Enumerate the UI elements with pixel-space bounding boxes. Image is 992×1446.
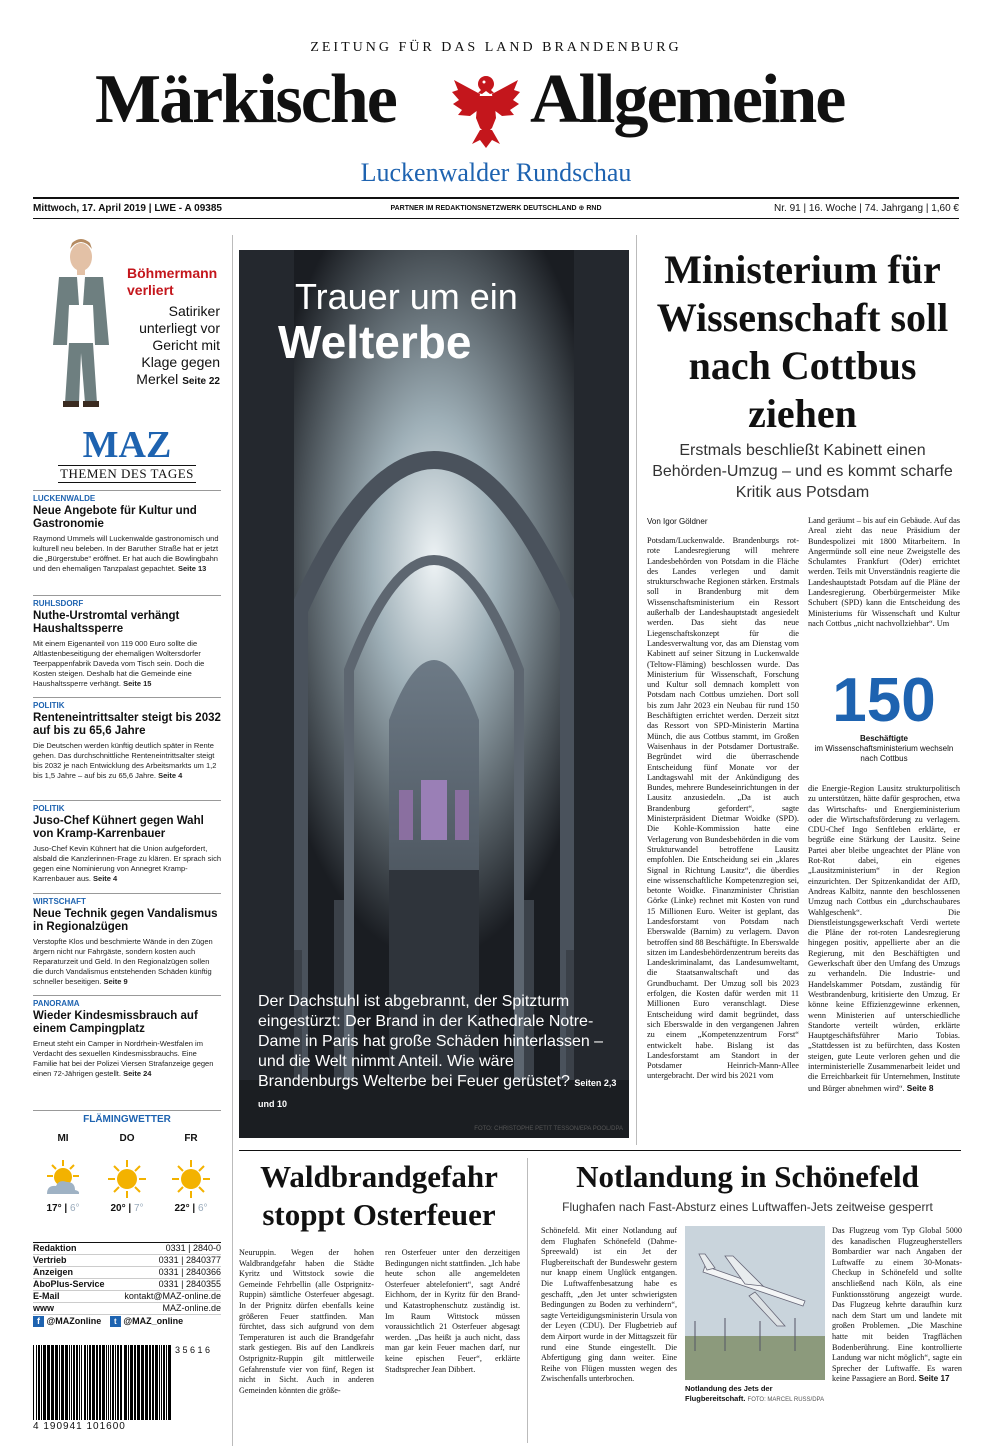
topic-text: Erneut steht ein Camper in Nordrhein-Westfalen im Verdacht des sexuellen Kindesmissbrauchs. Eine Familie hat bei der Polizei Viersen Strafanzeige gegen einen 72-Jährigen gestellt. Seite 24 <box>33 1039 214 1078</box>
topic-headline[interactable]: Wieder Kindesmissbrauch auf einem Campingplatz <box>33 1010 198 1035</box>
barcode <box>33 1345 221 1435</box>
notlandung-col1: Schönefeld. Mit einer Notlandung auf dem Flughafen Schönefeld (Dahme-Spreewald) ist ein Jet der Flugbereitschaft der Bundeswehr gestern nur knapp einem Unglück entgangen. Die Luftwaffenbesatzung habe es geschafft, „den Jet unter schwierigsten Bedingungen zu Boden zu verhindern“, sagte Verteidigungsministerin Ursula von der Leyen (CDU). Der Flugbetrieb auf dem Airport wurde in der Mittagszeit für rund eine Stunde eingestellt. Die Abfertigung ging dann weiter. Eine Reihe von Flügen mussten wegen des Zwischenfalls unterbrochen. <box>541 1226 677 1384</box>
topic-page[interactable]: Seite 4 <box>93 874 118 883</box>
brandenburg-eagle-icon <box>450 70 522 150</box>
boehmermann-photo <box>33 235 121 410</box>
photo-title-line2: Welterbe <box>278 316 472 368</box>
topic-section: LUCKENWALDE <box>33 494 96 503</box>
topic-headline[interactable]: Renteneintrittsalter steigt bis 2032 auf bis zu 65,6 Jahre <box>33 712 221 737</box>
topic-page[interactable]: Seite 15 <box>123 679 152 688</box>
topic-text: Juso-Chef Kevin Kühnert hat die Union aufgefordert, alsbald die Kanzlerinnen-Frage zu klären. Er sprach sich gegen eine Nominierung von Annegret Kramp-Karrenbauer aus. Seite 4 <box>33 844 222 883</box>
notlandung-subhead: Flughafen nach Fast-Absturz eines Luftwaffen-Jets zeitweise gesperrt <box>562 1200 933 1214</box>
topic-headline[interactable]: Neue Technik gegen Vandalismus in Regionalzügen <box>33 908 218 933</box>
teaser-page[interactable]: Seite 22 <box>182 376 220 387</box>
notlandung-headline[interactable]: Notlandung in Schönefeld <box>576 1159 919 1194</box>
weather-temp: 17° | 6° <box>46 1203 80 1214</box>
stat-number: 150 <box>832 666 936 735</box>
topic-item[interactable] <box>33 893 221 987</box>
wald-story-col1: Neuruppin. Wegen der hohen Waldbrandgefahr haben die Städte Kyritz und Wittstock sowie die Gemeinde Fehrbellin (alle Ostprignitz-Ruppin) sämtliche Osterfeuer abgesagt. In der Prignitz dürfen ebenfalls keine größeren Feuer stattfinden. Man fürchtet, dass sich aufgrund von dem Temperaturen ist auch die Brandgefahr stark gestiegen. Bis auf den Landkreis Ostprignitz-Ruppin gilt mittlerweile Gefahrenstufe vier von fünf, Regen ist nicht in Sicht. Auch in anderen Gemeinden könnten die größe- <box>239 1248 374 1395</box>
facebook-handle[interactable]: @MAZonline <box>46 1316 102 1326</box>
dateline-partner: PARTNER IM REDAKTIONSNETZWERK DEUTSCHLAND ⊕ RND <box>390 205 602 212</box>
maz-logo-text: MAZ <box>82 424 172 466</box>
topic-item[interactable] <box>33 800 221 884</box>
dateline <box>33 197 959 219</box>
contact-row: Anzeigen 0331 | 2840366 <box>33 1267 221 1277</box>
teaser-body: Satiriker unterliegt vor Gericht mit Klage gegen Merkel <box>136 303 220 387</box>
topic-page[interactable]: Seite 4 <box>158 771 183 780</box>
topic-text: Die Deutschen werden künftig deutlich später in Rente gehen. Das durchschnittliche Renteneintrittsalter steigt bis 2032 je nach Entwicklung des Arbeitsmarkts um 1,2 bis 1,5 Jahre – auf bis zu 65,6 Jahre. Seite 4 <box>33 741 217 780</box>
barcode-top-digits: 3 5 6 1 6 <box>175 1345 211 1355</box>
dateline-issue: Nr. 91 | 16. Woche | 74. Jahrgang | 1,60 € <box>774 203 959 214</box>
topic-text: Raymond Ummels will Luckenwalde gastronomisch und kulturell neu beleben. In der Baruther Straße hat er jetzt die „Bürgerstube“ eröffnet. Er hat auch die Bowlingbahn und den ehemaligen Tanzpalast gepachtet. Seite 13 <box>33 534 219 573</box>
topic-section: RUHLSDORF <box>33 599 84 608</box>
contact-row[interactable]: www MAZ-online.de <box>33 1303 221 1313</box>
photo-credit: FOTO: CHRISTOPHE PETIT TESSON/EPA POOL/DPA <box>474 1126 623 1132</box>
dateline-date: Mittwoch, 17. April 2019 | LWE - A 09385 <box>33 203 222 214</box>
main-headline[interactable]: Ministerium für Wissenschaft soll nach Cottbus ziehen <box>656 247 949 436</box>
maz-logo <box>33 425 221 483</box>
main-story-col3: die Energie-Region Lausitz strukturpolitisch zu unterstützen, hätte dafür gesprochen, etwa das Wirtschafts- und Energieministerium oder die Wirtschaftsförderung zu verlagern. CDU-Chef Ingo Senftleben erklärte, er begrüße eine Stärkung der Lausitz. Seine Partei aber bleibe ungeachtet der Pläne von Rot-Rot dabei, ein eigenes „Lausitzministerium“ in der Region einzurichten. Der Spitzenkandidat der AfD, Andreas Kalbitz, nannte den beschlossenen Umzug nach Cottbus ein „durchschaubares Wahlgeschenk“. Die Dienstleistungsgewerkschaft Verdi wertete die Pläne der rot-roten Landesregierung hingegen positiv, appellierte aber an die Regierung, mit den Beschäftigten und Gewerkschaft über den Umfang des Umzugs zu verhandeln. Die Industrie- und Handelskammer Potsdam, zuständig für Westbrandenburg, kritisierte den Umzug. Er könne keine Effizienzgewinne erkennen, wenn Ministerien auf unterschiedliche Standorte verteilt würden, erklärte Hauptgeschäftsführer Mario Tobias. „Stattdessen ist zu befürchten, dass Kosten steigen, gute Leute verloren gehen und die interministerielle Zusammenarbeit leidet und die Erreichbarkeit für Unternehmen, Institute und Bürger abnehmen wird“. Seite 8 <box>808 784 960 1093</box>
contact-row: Redaktion 0331 | 2840-0 <box>33 1243 221 1253</box>
twitter-icon: t <box>110 1316 121 1327</box>
wald-headline[interactable]: Waldbrandgefahr stoppt Osterfeuer <box>260 1159 498 1232</box>
topic-item[interactable] <box>33 490 221 574</box>
contact-row: Vertrieb 0331 | 2840377 <box>33 1255 221 1265</box>
notlandung-page[interactable]: Seite 17 <box>918 1374 950 1384</box>
main-byline: Von Igor Göldner <box>647 517 708 526</box>
weather-title: FLÄMINGWETTER <box>83 1114 171 1125</box>
contact-row[interactable]: E-Mail kontakt@MAZ-online.de <box>33 1291 221 1301</box>
jet-landing-photo <box>685 1226 825 1380</box>
teaser-text <box>120 303 220 390</box>
weather-day: MI <box>57 1133 69 1144</box>
topic-headline[interactable]: Neue Angebote für Kultur und Gastronomie <box>33 505 197 530</box>
stat-box <box>808 668 960 764</box>
main-story-col1: Potsdam/Luckenwalde. Brandenburgs rot-rote Landesregierung will mehrere Landesbehörden von Potsdam in die Fläche des Landes verlegen und damit strukturschwache Regionen stärken. Erstmals soll in Brandenburg mit dem Wissenschaftsministerium ein Ressort außerhalb der Landeshauptstadt angesiedelt werden. Das sieht das neue Liegenschaftskonzept für die Landesverwaltung vor, das am Dienstag vom Kabinett auf seiner Sitzung in Luckenwalde (Teltow-Fläming) beschlossen wurde. Das Ministerium für Wissenschaft, Forschung und Kultur soll demnach komplett von Potsdam nach Cottbus umziehen. Dort soll bis zum Jahr 2023 ein Neubau für rund 150 Beschäftigten errichtet werden. Derzeit sitzt das Ressort von SPD-Ministerin Martina Münch, die aus Cottbus stammt, im Großen Waisenhaus in der Potsdamer Dortustraße. Begründet wird die überraschende Entscheidung fünf Monate vor der Landtagswahl mit der Ankündigung des Bundes, mehrere Bundeseinrichtungen in der Lausitz anzusiedeln. „Da ist auch Brandenburg gefordert“, sagte Ministerpräsident Dietmar Woidke (SPD). Die Kohle-Kommission hatte eine Verlagerung von Bundesbehörden in die vom Strukturwandel betroffene Lausitz empfohlen. Die Entscheidung sei ein „klares Signal in Richtung Lausitz“, die überdies eine wissenschaftliche Kompetenzregion sei, betonte Woidke. Finanzminister Christian Görke (Linke) rechnet mit Kosten von rund 15 Millionen Euro. Weiter ist geplant, das Landesforstamt von Potsdam nach Eberswalde (Barnim) zu verlagern. Davon betroffen sind 88 Beschäftigte. In Eberswalde sitzen im Landesbehördenzentrum bereits das Landeskriminalamt, das Landesumweltamt, die Staatsanwaltschaft und das Grundbuchamt. Der Umzug soll bis 2023 erfolgen, die Kosten dafür werden mit 11 Millionen Euro veranschlagt. Diese Entscheidung wird damit begründet, dass sich Eberswalde in den vergangenen Jahren zu einem „Kompetenzzentrum Forst“ entwickelt habe. Bislang ist das Landesforstamt am Standort in der Potsdamer Heinrich-Mann-Allee untergebracht. Der wird bis 2021 vom <box>647 536 799 1081</box>
masthead-title-right: Allgemeine <box>530 61 845 138</box>
topic-text: Verstopfte Klos und beschmierte Wände in den Zügen ärgern nicht nur Fahrgäste, sondern kosten auch Reparaturzeit und Geld. In den Regionalzügen sollen die durch Vandalismus entstehenden Schäden künftig schneller beseitigen. Seite 9 <box>33 937 213 986</box>
weather-day: FR <box>184 1133 198 1144</box>
contact-row: AboPlus-Service 0331 | 2840355 <box>33 1279 221 1289</box>
topic-section: WIRTSCHAFT <box>33 897 86 906</box>
topic-section: PANORAMA <box>33 999 80 1008</box>
main-story-page[interactable]: Seite 8 <box>906 1082 934 1093</box>
topic-page[interactable]: Seite 9 <box>103 977 128 986</box>
wald-story-col2: ren Osterfeuer unter den derzeitigen Bedingungen nicht stattfinden. „Ich habe heute schon alle angemeldeten Osterfeuer abtelefoniert“, sagt André Eichhorn, der in Kyritz für den Brand- und Katastrophenschutz zuständig ist. Im Raum Wittstock müssen voraussichtlich 21 Osterfeuer abgesagt werden. „Das heißt ja auch nicht, dass man gar kein Feuer machen darf, nur keine epischen Feuer“, erklärte Stadtsprecher Jean Dibbert. <box>385 1248 520 1374</box>
photo-caption <box>258 992 618 1114</box>
masthead-edition: Luckenwalder Rundschau <box>360 158 632 187</box>
contact-list <box>33 1242 221 1315</box>
barcode-digits: 4 190941 101600 <box>33 1421 126 1432</box>
sun-icon <box>97 1156 157 1201</box>
topic-section: POLITIK <box>33 701 65 710</box>
facebook-icon: f <box>33 1316 44 1327</box>
weather-temp: 20° | 7° <box>110 1203 144 1214</box>
topic-page[interactable]: Seite 24 <box>123 1069 152 1078</box>
maz-tagline: THEMEN DES TAGES <box>58 465 196 483</box>
main-story-col2: Land geräumt – bis auf ein Gebäude. Auf das Areal zieht das neue Präsidium der Bundespolizei mit 1800 Mitarbeitern. In Angermünde soll eine neue Zweigstelle des Schulamtes Frankfurt (Oder) errichtet werden. Teils mit Unverständnis reagierte die Landeshauptstadt Potsdam auf die Pläne der Landesregierung. Oberbürgermeister Mike Schubert (SPD) kann die Entscheidung des Ministeriums für Wissenschaft und Kultur nach Cottbus „nicht nachvollziehbar“. Um <box>808 516 960 628</box>
notlandung-col2: Das Flugzeug vom Typ Global 5000 des kanadischen Flugzeugherstellers Bombardier war nach Angaben der Luftwaffe zu einem 30-Monats-Checkup in Schönefeld und sollte anschließend nach Köln, als eine Funktionsstörung angezeigt wurde. Das Flugzeug kehrte daraufhin kurz nach dem Start um und landete mit großen Problemen. „Die Maschine hatte mit beiden Tragflächen Bodenberührung. Eine kontrollierte Landung war nicht möglich“, sagte ein Sprecher der Luftwaffe. Es waren keine Passagiere an Bord. Seite 17 <box>832 1226 962 1384</box>
stat-label: Beschäftigte im Wissenschaftsministerium wechseln nach Cottbus <box>814 734 954 763</box>
twitter-handle[interactable]: @MAZ_online <box>123 1316 184 1326</box>
topic-item[interactable] <box>33 995 221 1079</box>
photo-caption-pages[interactable]: Seiten 2,3 und 10 <box>258 1078 617 1109</box>
weather-box <box>33 1110 221 1230</box>
topic-section: POLITIK <box>33 804 65 813</box>
topic-page[interactable]: Seite 13 <box>177 564 207 573</box>
social-links <box>33 1316 221 1327</box>
sun-icon <box>161 1156 221 1201</box>
jet-photo-caption: Notlandung des Jets der Flugbereitschaft. FOTO: MARCEL RUSS/DPA <box>685 1384 825 1403</box>
teaser-headline[interactable]: Böhmermann verliert <box>127 265 218 298</box>
topic-headline[interactable]: Nuthe-Urstromtal verhängt Haushaltssperre <box>33 610 180 635</box>
weather-temp: 22° | 6° <box>174 1203 208 1214</box>
topic-headline[interactable]: Juso-Chef Kühnert gegen Wahl von Kramp-Karrenbauer <box>33 815 204 840</box>
topic-item[interactable] <box>33 595 221 689</box>
photo-caption-text: Der Dachstuhl ist abgebrannt, der Spitzturm eingestürzt: Der Brand in der Kathedrale Notre-Dame in Paris hat große Schäden hinterlassen – und die Welt nimmt Anteil. Wie wäre Brandenburgs Welterbe bei Feuer gerüstet? <box>258 993 604 1090</box>
sun-cloud-icon <box>33 1156 93 1201</box>
topic-text: Mit einem Eigenanteil von 119 000 Euro sollte die Altlastenbeseitigung der ehemaligen Woltersdorfer Teerpappenfabrik Daveda vom Tisch sein. Doch die Kosten steigen. Deshalb hat die Gemeinde eine Haushaltssperre verhängt. Seite 15 <box>33 639 205 688</box>
topic-item[interactable] <box>33 697 221 781</box>
main-subhead: Erstmals beschließt Kabinett einen Behörden-Umzug – und es kommt scharfe Kritik aus Potsdam <box>652 442 953 501</box>
masthead-kicker: ZEITUNG FÜR DAS LAND BRANDENBURG <box>310 40 682 55</box>
masthead-title-left: Märkische <box>95 61 396 138</box>
weather-day: DO <box>119 1133 135 1144</box>
photo-title-line1: Trauer um ein <box>295 276 518 317</box>
